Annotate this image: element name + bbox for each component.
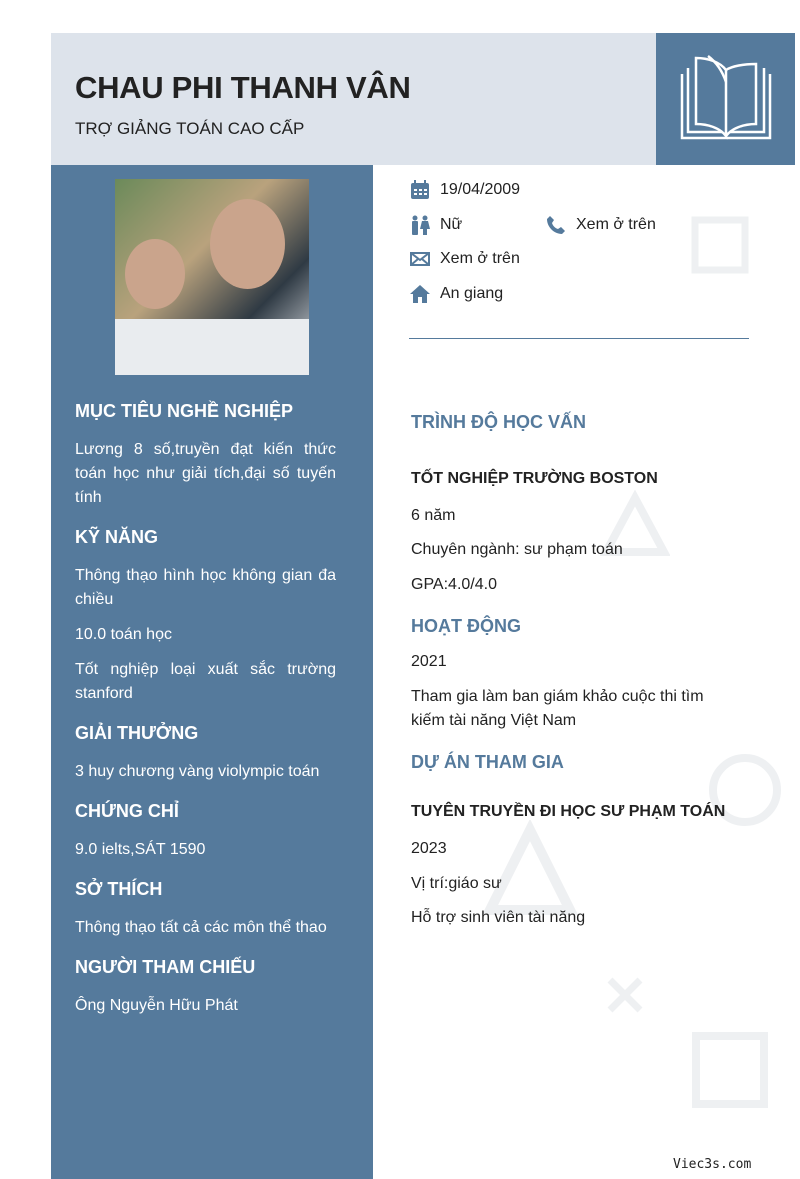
- phone-icon: [546, 215, 566, 235]
- header-icon-box: [656, 33, 795, 165]
- phone-row: [546, 215, 656, 235]
- activity-year: 2021: [411, 653, 447, 670]
- address-row: [410, 284, 503, 304]
- project-text: Hỗ trợ sinh viên tài năng: [411, 909, 586, 926]
- bg-square-decoration: [690, 215, 750, 275]
- section-title: GIẢI THƯỞNG: [75, 723, 199, 743]
- phone-text: Xem ở trên: [576, 216, 656, 233]
- section-title: SỞ THÍCH: [75, 879, 163, 899]
- gender-icon: [410, 215, 430, 235]
- education-gpa: GPA:4.0/4.0: [411, 576, 497, 593]
- skills-section: [75, 527, 336, 706]
- email-row: [410, 249, 520, 269]
- hobbies-section: [75, 879, 336, 940]
- objective-section: [75, 401, 336, 510]
- watermark: Viec3s.com: [673, 1157, 752, 1172]
- section-title: CHỨNG CHỈ: [75, 801, 179, 821]
- skill-item: Thông thạo hình học không gian đa chiều: [75, 567, 336, 608]
- section-title: MỤC TIÊU NGHỀ NGHIỆP: [75, 401, 294, 421]
- sidebar: [51, 165, 373, 1179]
- divider: [409, 338, 749, 339]
- awards-section: [75, 723, 336, 784]
- hobby-text: Thông thạo tất cả các môn thể thao: [75, 919, 327, 936]
- certificate-text: 9.0 ielts,SÁT 1590: [75, 841, 206, 858]
- open-book-icon: [678, 54, 774, 144]
- address-text: An giang: [440, 285, 504, 302]
- gender-text: Nữ: [440, 216, 463, 233]
- calendar-icon: [410, 180, 430, 200]
- bg-square-decoration: [690, 1030, 770, 1110]
- objective-text: Lương 8 số,truyền đạt kiến thức toán học như giải tích,đại số tuyến tính: [75, 441, 336, 506]
- project-position: Vị trí:giáo sư: [411, 875, 502, 892]
- email-text: Xem ở trên: [440, 250, 520, 267]
- gender-row: [410, 215, 462, 235]
- section-title: NGƯỜI THAM CHIẾU: [75, 957, 256, 977]
- reference-text: Ông Nguyễn Hữu Phát: [75, 997, 238, 1014]
- candidate-name: CHAU PHI THANH VÂN: [75, 70, 411, 105]
- section-title: KỸ NĂNG: [75, 527, 159, 547]
- birthday-row: [410, 180, 520, 200]
- birthday-text: 19/04/2009: [440, 181, 521, 198]
- home-icon: [410, 284, 430, 304]
- education-title: TRÌNH ĐỘ HỌC VẤN: [411, 412, 586, 432]
- bg-x-decoration: [605, 975, 645, 1015]
- references-section: [75, 957, 336, 1018]
- award-text: 3 huy chương vàng violympic toán: [75, 763, 320, 780]
- bg-triangle-decoration: [480, 820, 580, 920]
- education-school: TỐT NGHIỆP TRƯỜNG BOSTON: [411, 470, 658, 487]
- education-major: Chuyên ngành: sư phạm toán: [411, 541, 623, 558]
- activities-title: HOẠT ĐỘNG: [411, 616, 521, 636]
- skill-item: Tốt nghiệp loại xuất sắc trường stanford: [75, 661, 336, 702]
- project-name: TUYÊN TRUYỀN ĐI HỌC SƯ PHẠM TOÁN: [411, 803, 726, 820]
- projects-title: DỰ ÁN THAM GIA: [411, 752, 564, 772]
- profile-photo: [115, 179, 309, 375]
- activity-text: Tham gia làm ban giám khảo cuộc thi tìm kiếm tài năng Việt Nam: [411, 688, 704, 729]
- candidate-role: TRỢ GIẢNG TOÁN CAO CẤP: [75, 119, 305, 138]
- skill-item: 10.0 toán học: [75, 626, 172, 643]
- certificates-section: [75, 801, 336, 862]
- education-duration: 6 năm: [411, 507, 456, 524]
- project-year: 2023: [411, 840, 447, 857]
- envelope-icon: [410, 249, 430, 269]
